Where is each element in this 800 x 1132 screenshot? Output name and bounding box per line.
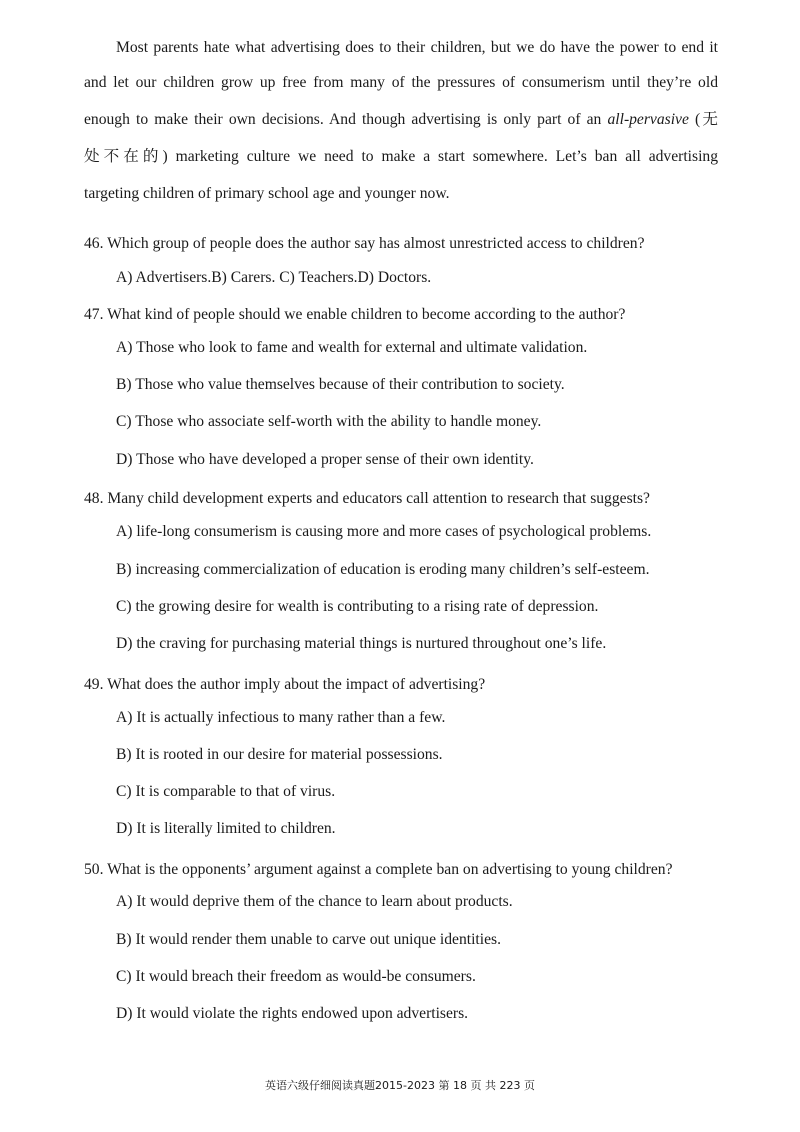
option-b: B) increasing commercialization of education is eroding many children’s self-esteem. (116, 561, 650, 578)
option-a: A) life-long consumerism is causing more and more cases of psychological problems. (116, 523, 652, 540)
question-options: A) Advertisers.B) Carers. C) Teachers.D) Doctors. (116, 269, 432, 286)
option-a: A) It is actually infectious to many rather than a few. (116, 709, 446, 726)
option-b: B) It is rooted in our desire for material possessions. (116, 746, 443, 763)
question-stem: 46. Which group of people does the author say has almost unrestricted access to children? (84, 235, 645, 252)
passage-line: Most parents hate what advertising does to their children, but we do have the power to end it (116, 39, 718, 56)
passage-line: enough to make their own decisions. And though advertising is only part of an all-pervasive (无 (84, 111, 719, 128)
passage-line: targeting children of primary school age and younger now. (84, 185, 450, 202)
question-stem: 48. Many child development experts and educators call attention to research that suggests? (84, 490, 650, 507)
option-a: A) Those who look to fame and wealth for external and ultimate validation. (116, 339, 588, 356)
option-d: D) It would violate the rights endowed upon advertisers. (116, 1005, 469, 1022)
option-c: C) It is comparable to that of virus. (116, 783, 336, 800)
option-c: C) Those who associate self-worth with the ability to handle money. (116, 413, 542, 430)
question-stem: 47. What kind of people should we enable children to become according to the author? (84, 306, 626, 323)
question-stem: 50. What is the opponents’ argument against a complete ban on advertising to young children? (84, 861, 673, 878)
option-a: A) It would deprive them of the chance to learn about products. (116, 893, 513, 910)
question-stem: 49. What does the author imply about the impact of advertising? (84, 676, 486, 693)
option-d: D) It is literally limited to children. (116, 820, 336, 837)
passage-line: 处不在的) marketing culture we need to make a start somewhere. Let’s ban all advertising (84, 148, 718, 165)
option-c: C) the growing desire for wealth is contributing to a rising rate of depression. (116, 598, 599, 615)
option-d: D) the craving for purchasing material things is nurtured throughout one’s life. (116, 635, 607, 652)
page-footer: 英语六级仔细阅读真题2015-2023 第 18 页 共 223 页 (265, 1079, 535, 1092)
option-b: B) Those who value themselves because of their contribution to society. (116, 376, 565, 393)
option-d: D) Those who have developed a proper sense of their own identity. (116, 451, 534, 468)
passage-line: and let our children grow up free from many of the pressures of consumerism until they’re old (84, 74, 718, 91)
option-b: B) It would render them unable to carve out unique identities. (116, 931, 501, 948)
option-c: C) It would breach their freedom as would-be consumers. (116, 968, 476, 985)
emphasized-term: all-pervasive (607, 111, 689, 128)
